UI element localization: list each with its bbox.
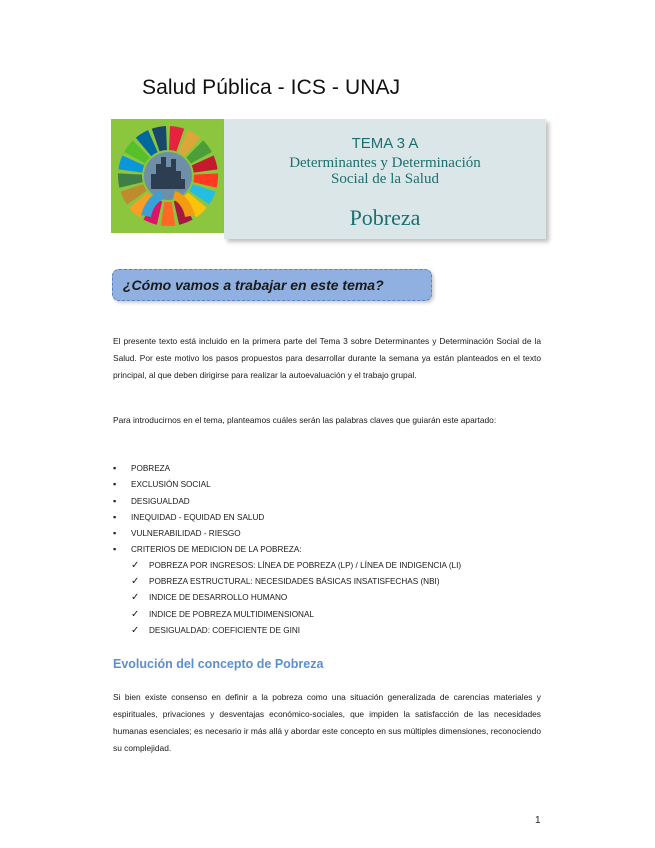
sdg-wheel-logo-icon — [111, 119, 225, 233]
list-item: ▪ POBREZA — [113, 460, 461, 476]
banner-subtitle-line1: Determinantes y Determinación — [289, 155, 481, 171]
callout-text: ¿Cómo vamos a trabajar en este tema? — [123, 277, 384, 293]
sub-list-item: ✓ POBREZA ESTRUCTURAL: NECESIDADES BÁSICAS INSATISFECHAS (NBI) — [113, 574, 461, 590]
callout-box — [112, 269, 432, 301]
sub-list-item: ✓ DESIGUALDAD: COEFICIENTE DE GINI — [113, 623, 461, 639]
page-number: 1 — [535, 815, 541, 826]
sub-list-item: ✓ POBREZA POR INGRESOS: LÍNEA DE POBREZA (LP) / LÍNEA DE INDIGENCIA (LI) — [113, 558, 461, 574]
checkmark-icon: ✓ — [131, 608, 140, 620]
bullet-icon: ▪ — [113, 463, 117, 473]
list-item: ▪ EXCLUSIÓN SOCIAL — [113, 476, 461, 492]
checkmark-icon: ✓ — [131, 592, 140, 604]
sub-list-item: ✓ INDICE DE DESARROLLO HUMANO — [113, 590, 461, 606]
banner-tema: TEMA 3 A — [351, 135, 419, 152]
section-heading: Evolución del concepto de Pobreza — [113, 657, 324, 671]
banner-subtitle-line2: Social de la Salud — [331, 171, 439, 187]
list-item: ▪ INEQUIDAD - EQUIDAD EN SALUD — [113, 509, 461, 525]
keywords-list — [113, 460, 461, 639]
bullet-icon: ▪ — [113, 528, 117, 539]
banner-subtitle — [224, 155, 546, 187]
checkmark-icon: ✓ — [131, 559, 140, 571]
list-item: ▪ CRITERIOS DE MEDICION DE LA POBREZA: — [113, 541, 461, 557]
checkmark-icon: ✓ — [131, 576, 140, 588]
section-paragraph: Si bien existe consenso en definir a la pobreza como una situación generalizada de carencias materiales y espirituales, privaciones y desventajas económico-sociales, que impiden la satisfacción de las necesidades humanas esenciales; es necesario ir más allá y abordar este concepto en sus múltiples dimensiones, reconociendo su complejidad. — [113, 692, 541, 753]
sub-list-item: ✓ INDICE DE POBREZA MULTIDIMENSIONAL — [113, 607, 461, 623]
bullet-icon: ▪ — [113, 544, 117, 555]
list-item: ▪ DESIGUALDAD — [113, 493, 461, 509]
banner-topic: Pobreza — [349, 205, 421, 230]
bullet-icon: ▪ — [113, 479, 117, 490]
document-header-title: Salud Pública - ICS - UNAJ — [142, 76, 401, 99]
list-item: ▪ VULNERABILIDAD - RIESGO — [113, 525, 461, 541]
checkmark-icon: ✓ — [131, 624, 140, 636]
intro-paragraph: El presente texto está incluido en la primera parte del Tema 3 sobre Determinantes y Determinación Social de la Salud. Por este motivo los pasos propuestos para desarrollar durante la semana ya están planteados en el texto principal, al que deben dirigirse para realizar la autoevaluación y el trabajo grupal. — [113, 336, 541, 380]
keywords-intro-paragraph: Para introducirnos en el tema, planteamos cuáles serán las palabras claves que guiarán este apartado: — [113, 415, 497, 425]
topic-banner — [224, 119, 546, 239]
bullet-icon: ▪ — [113, 511, 117, 522]
bullet-icon: ▪ — [113, 495, 117, 506]
